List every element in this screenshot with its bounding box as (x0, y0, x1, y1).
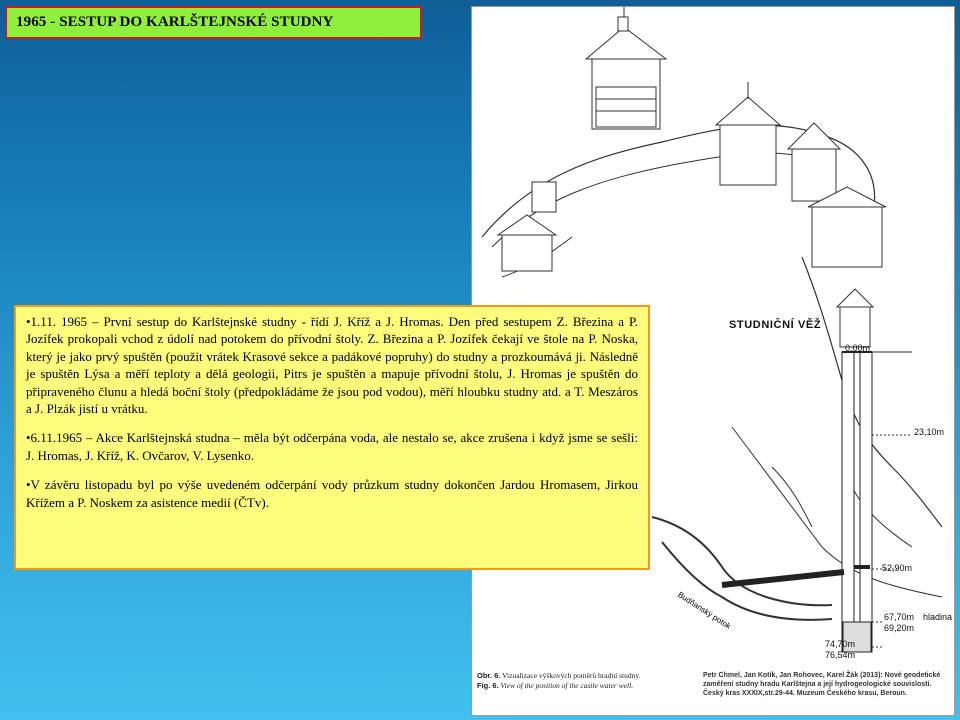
depth-23: 23,10m (914, 427, 945, 437)
paragraph-2: •6.11.1965 – Akce Karlštejnská studna – měla být odčerpána voda, ale nestalo se, akce zrušena i když jsme se sešli: J. Hromas, J. Kříž, K. Ovčarov, V. Lysenko. (26, 430, 638, 463)
figure-caption (477, 671, 692, 690)
title-banner (5, 6, 422, 39)
tower-label: STUDNIČNÍ VĚŽ (729, 319, 822, 331)
paragraph-1: •1.11. 1965 – První sestup do Karlštejnské studny - řídí J. Kříž a J. Hromas. Den před sestupem Z. Březina a P. Jozífek prokopali vchod z údolí nad potokem do přívodní štoly. Z. Březina a P. Jozífek čekají ve štole na P. Noska, který je jako prvý spuštěn (použit vrátek Krasové sekce a padákové popruhy) do studny a prozkoumává ji. Následně je spuštěn Lýsa a měří teploty a dělá geologii, Pitrs je spuštěn a mapuje přívodní štolu, J. Hromas je spuštěn do připraveného člunu a hledá boční štoly (předpokládáme že jsou pod vodou), měří hloubku studny atd. a T. Meszáros a J. Plzák jistí u vrátku. (26, 314, 638, 417)
depth-52: 52,90m (882, 563, 913, 573)
depth-69: 69,20m (884, 623, 915, 633)
depth-74: 74,70m (825, 639, 856, 649)
slide-title: 1965 - SESTUP DO KARLŠTEJNSKÉ STUDNY (16, 14, 334, 30)
depth-76: 76,54m (825, 650, 856, 660)
paragraph-3: •V závěru listopadu byl po výše uvedeném odčerpání vody průzkum studny dokončen Jardou Hromasem, Jirkou Křížem a P. Noskem za asistence medií (ČTv). (26, 477, 638, 510)
figure-credit: Petr Chmel, Jan Kotík, Jan Rohovec, Karel Žák (2013): Nové geodetické zaměření studny hradu Karlštejna a její hydrogeologické souvislosti. Český kras XXXIX,str.29-44. Muzeum Českého krasu, Beroun. (703, 672, 941, 697)
text-box (14, 305, 650, 570)
stream-label: Budňanský potok (676, 590, 733, 631)
caption-label-cz: Obr. 6. (477, 671, 501, 680)
hladina-label: hladina (923, 612, 953, 622)
caption-text-en: View of the position of the castle water well. (498, 680, 634, 690)
caption-text-cz: Vizualizace výškových poměrů hradní studny. (500, 671, 641, 680)
depth-67: 67,70m (884, 612, 915, 622)
caption-label-en: Fig. 6. (477, 680, 499, 690)
depth-0: 0,00m (845, 343, 871, 353)
